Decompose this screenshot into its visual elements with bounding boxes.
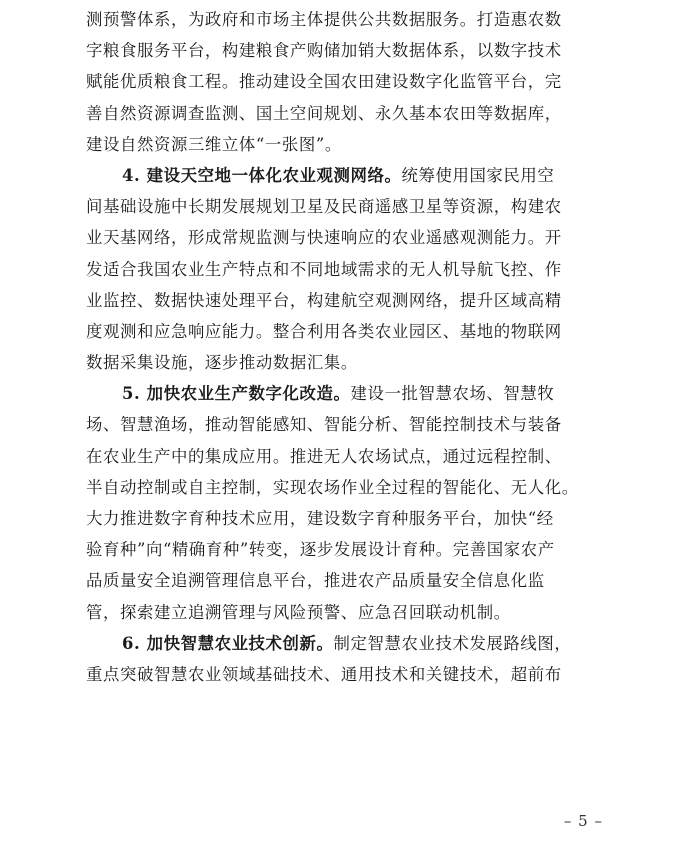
text-line: 大力推进数字育种技术应用，建设数字育种服务平台，加快“经	[86, 509, 554, 528]
section-5-heading: 5. 加快农业生产数字化改造。	[122, 384, 351, 404]
text-line: 发适合我国农业生产特点和不同地域需求的无人机导航飞控、作	[86, 259, 562, 279]
section-4-first-line	[86, 160, 606, 191]
text-line: 业天基网络，形成常规监测与快速响应的农业遥感观测能力。开	[86, 228, 562, 248]
section-6-first-line	[86, 628, 606, 659]
text-line: 业监控、数据快速处理平台，构建航空观测网络，提升区域高精	[86, 290, 562, 310]
text-line: 善自然资源调查监测、国土空间规划、永久基本农田等数据库，	[86, 103, 562, 123]
text-line: 字粮食服务平台，构建粮食产购储加销大数据体系，以数字技术	[86, 41, 562, 61]
text-line: 场、智慧渔场，推动智能感知、智能分析、智能控制技术与装备	[86, 415, 562, 435]
text-line: 测预警体系，为政府和市场主体提供公共数据服务。打造惠农数	[86, 10, 562, 29]
section-5-first-text: 建设一批智慧农场、智慧牧	[350, 384, 555, 404]
section-4-first-text: 统筹使用国家民用空	[401, 165, 555, 185]
section-4-heading: 4. 建设天空地一体化农业观测网络。	[122, 165, 402, 185]
page-number: – 5 –	[563, 812, 603, 830]
section-6-first-text: 制定智慧农业技术发展路线图，	[333, 633, 572, 653]
text-line: 半自动控制或自主控制，实现农场作业全过程的智能化、无人化。	[86, 477, 579, 497]
text-line: 数据采集设施，逐步推动数据汇集。	[86, 353, 358, 373]
text-line: 品质量安全追溯管理信息平台，推进农产品质量安全信息化监	[86, 571, 545, 591]
text-line: 建设自然资源三维立体“一张图”。	[86, 134, 342, 154]
text-line: 间基础设施中长期发展规划卫星及民商遥感卫星等资源，构建农	[86, 197, 562, 217]
text-line: 度观测和应急响应能力。整合利用各类农业园区、基地的物联网	[86, 321, 562, 341]
text-line: 管，探索建立追溯管理与风险预警、应急召回联动机制。	[86, 602, 511, 622]
body-text	[86, 4, 606, 690]
text-line: 赋能优质粮食工程。推动建设全国农田建设数字化监管平台，完	[86, 72, 562, 92]
text-line: 在农业生产中的集成应用。推进无人农场试点，通过远程控制、	[86, 446, 562, 466]
section-6-heading: 6. 加快智慧农业技术创新。	[122, 633, 334, 653]
text-line: 重点突破智慧农业领域基础技术、通用技术和关键技术，超前布	[86, 664, 562, 684]
section-5-first-line	[86, 378, 606, 409]
text-line: 验育种”向“精确育种”转变，逐步发展设计育种。完善国家农产	[86, 540, 555, 560]
